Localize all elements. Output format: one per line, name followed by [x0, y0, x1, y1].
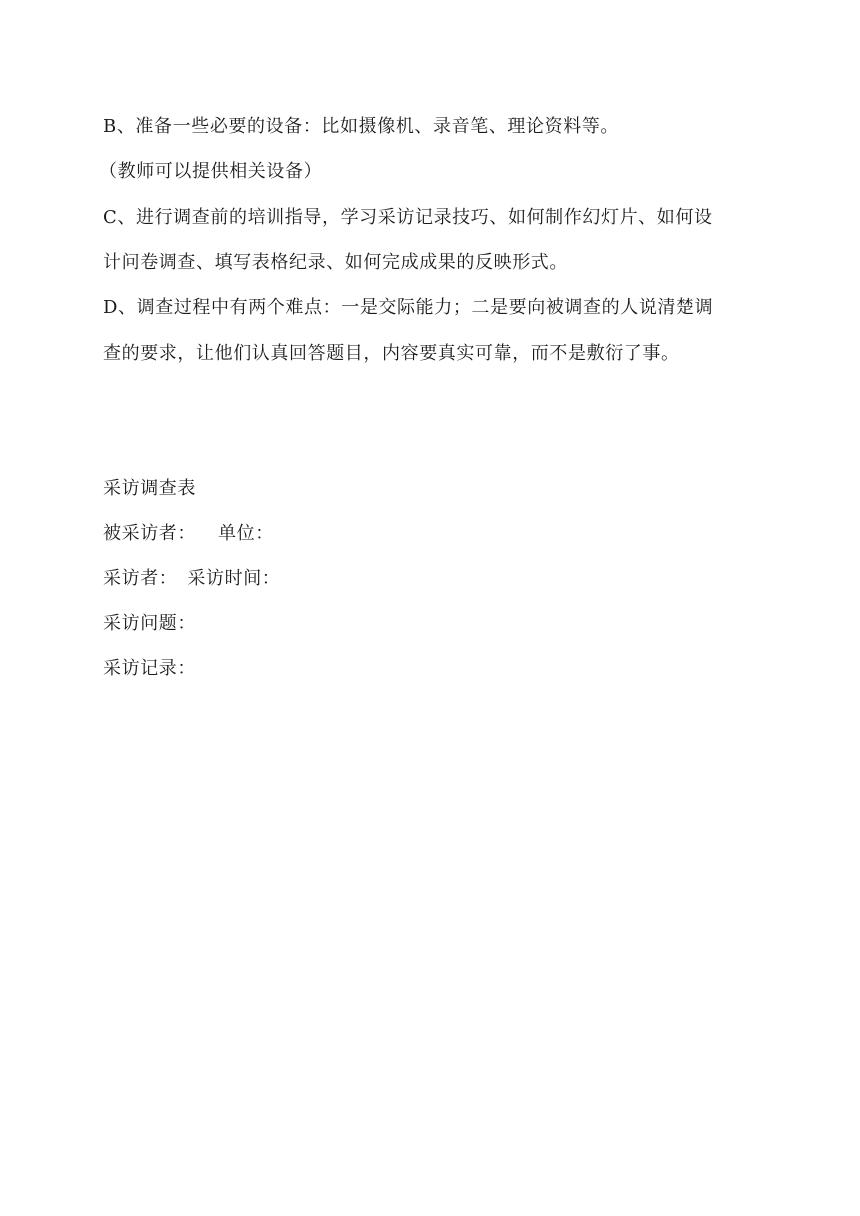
paragraph-b: B、准备一些必要的设备：比如摄像机、录音笔、理论资料等。	[103, 116, 620, 137]
form-row-record: 采访记录：	[103, 658, 196, 679]
form-row-question: 采访问题：	[103, 613, 196, 634]
form-title: 采访调查表	[103, 478, 196, 499]
paragraph-d-line-1: D、调查过程中有两个难点：一是交际能力；二是要向被调查的人说清楚调	[103, 297, 714, 318]
time-label: 采访时间：	[187, 568, 281, 589]
paragraph-d-line-2: 查的要求，让他们认真回答题目，内容要真实可靠，而不是敷衍了事。	[103, 343, 680, 364]
interviewee-label: 被采访者：	[103, 523, 196, 544]
form-row-interviewee	[103, 522, 274, 546]
paragraph-c-line-1: C、进行调查前的培训指导，学习采访记录技巧、如何制作幻灯片、如何设	[103, 207, 713, 228]
paragraph-c-line-2: 计问卷调查、填写表格纪录、如何完成成果的反映形式。	[103, 252, 568, 273]
paragraph-b-note: （教师可以提供相关设备）	[99, 161, 323, 182]
interviewer-label: 采访者：	[103, 568, 178, 589]
form-row-interviewer	[103, 567, 280, 591]
unit-label: 单位：	[218, 523, 274, 544]
